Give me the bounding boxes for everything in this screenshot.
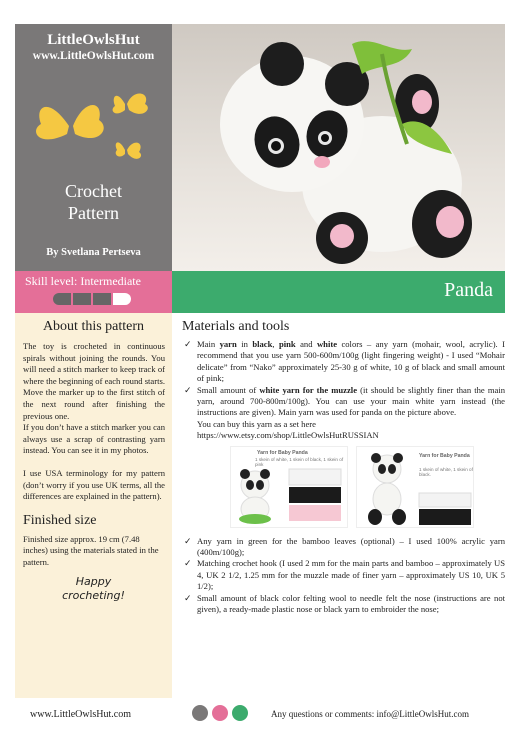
about-paragraph-2: If you don’t have a stitch marker you can always use a scrap of contrasting yarn instead. You can see it in my photos. [23,422,165,456]
yarn-set-image-1: Yarn for Baby Panda 1 skein of white, 1 skein of black, 1 skein of pink [230,446,348,528]
pattern-title: Panda [444,279,493,301]
green-dot [232,705,248,721]
yarn-set-images [182,446,505,532]
pink-dot [212,705,228,721]
about-paragraph-1: The toy is crocheted in continuous spirals without joining the rounds. You will need a stitch marker to keep track of where the beginning of each round starts. Move the marker up to the first stitch of the next round after finishing the previous one. [23,341,165,421]
brand-url[interactable]: www.LittleOwlsHut.com [32,50,155,62]
about-paragraph-3: I use USA terminology for my pattern (don’t worry if you use UK terms, all the differences are explained in the pattern). [23,467,165,502]
etsy-link[interactable]: https://www.etsy.com/shop/LittleOwlsHutRUSSIAN [197,430,379,441]
skill-segment-empty [113,293,131,305]
skill-level-band [15,271,172,313]
list-item: ✓ Small amount of black color felting wool to needle felt the nose (instructions are not given), a ready-made plastic nose or black yarn to embroider the nose; [184,592,505,615]
crochet-pattern-title [15,180,172,224]
skill-segment [73,293,91,305]
materials-list [182,339,505,442]
yarn-set-image-2: Yarn for Baby Panda 1 skein of white, 1 skein of black. [356,446,474,528]
skill-segment [93,293,111,305]
panda-photo [172,24,505,271]
finished-size-text: Finished size approx. 19 cm (7.48 inches) using the materials stated in the pattern. [23,533,159,567]
title-line-2: Pattern [68,203,119,223]
list-item: ✓ Matching crochet hook (I used 2 mm for the main parts and bamboo – approximately US 4, UK 2 1/2, 1.25 mm for the muzzle made of finer yarn – approximately US 10, UK 5 1/2); [184,558,505,592]
brand-panel [15,24,172,271]
gray-dot [192,705,208,721]
title-line-1: Crochet [65,181,122,201]
happy-crocheting [15,575,172,603]
materials-list-continued [182,536,505,616]
checkmark-icon: ✓ [184,592,192,603]
skill-level-label: Skill level: Intermediate [25,274,141,288]
materials-heading: Materials and tools [182,319,290,334]
header [15,24,505,271]
skill-level-meter [53,293,131,305]
footer-url[interactable]: www.LittleOwlsHut.com [30,709,132,720]
checkmark-icon: ✓ [184,339,192,349]
author: By Svetlana Pertseva [46,247,141,258]
list-item: ✓ Small amount of white yarn for the muzzle (it should be slightly finer than the main yarn, around 700-800m/100g). You can use your main white yarn instead (the instructions are given). Main yarn was used for panda on the picture above. You can buy this yarn as a set here https://www.etsy.com/shop/LittleOwlsHutRUSSIAN [184,384,506,441]
title-band [172,271,505,313]
checkmark-icon: ✓ [184,535,192,546]
checkmark-icon: ✓ [184,558,192,569]
checkmark-icon: ✓ [184,384,192,395]
about-heading: About this pattern [42,319,145,334]
footer-contact[interactable]: Any questions or comments: info@LittleOwlsHut.com [271,709,470,719]
list-item: ✓ Any yarn in green for the bamboo leaves (optional) – I used 100% acrylic yarn (400m/100g); [184,535,505,558]
finished-size-heading: Finished size [23,512,97,528]
left-column [15,313,172,698]
about-text [15,335,172,503]
skill-segment [53,293,71,305]
right-column [182,313,505,698]
color-dots [192,705,248,721]
butterflies-logo [29,86,159,176]
happy-line-2: crocheting! [62,588,125,602]
list-item: ✓ Main yarn in black, pink and white colors – any yarn (mohair, wool, acrylic). I recommend that you use yarn 500-600m/100g (light fingering weight) - I used “Mohair delicate” from “Nako” approximately 25-30 g of white, 10 g of black and small amount of pink; [184,339,505,384]
brand-name: LittleOwlsHut [47,32,140,48]
panda-illustration [172,24,505,271]
happy-line-1: Happy [75,574,112,588]
